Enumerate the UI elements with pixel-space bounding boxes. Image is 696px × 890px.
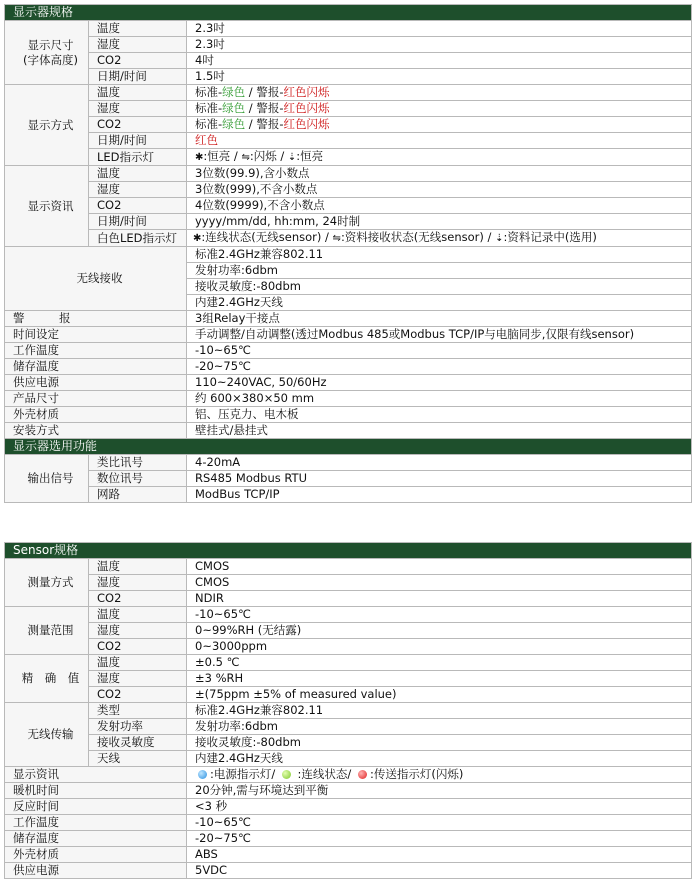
table-row: 无线传输 类型 标准2.4GHz兼容802.11 [5,703,692,719]
display-options-title: 显示器选用功能 [5,439,692,455]
table-row: 储存温度 -20~75℃ [5,359,692,375]
sensor-spec-table [4,542,692,879]
table-row: 日期/时间 yyyy/mm/dd, hh:mm, 24时制 [5,214,692,230]
table-row: 显示资讯 :电源指示灯/ :连线状态/ :传送指示灯(闪烁) [5,767,692,783]
table-row: 日期/时间 红色 [5,133,692,149]
table-row: CO2 4位数(9999),不含小数点 [5,198,692,214]
table-row: 显示尺寸 (字体高度) 温度 2.3吋 [5,21,692,37]
bluetooth-icon: ✱ [195,152,204,163]
table-row: 显示方式 温度 标准-绿色 / 警报-红色闪烁 [5,85,692,101]
blue-led-icon [198,770,207,779]
table-row: 接收灵敏度:-80dbm [5,279,692,295]
table-row: 暖机时间 20分钟,需与环境达到平衡 [5,783,692,799]
display-info-label: 显示资讯 [5,166,89,247]
sensor-spec-title: Sensor规格 [5,543,692,559]
wireless-receive-label: 无线接收 [5,247,187,311]
table-row: 数位讯号 RS485 Modbus RTU [5,471,692,487]
table-row: 湿度 标准-绿色 / 警报-红色闪烁 [5,101,692,117]
table-row: 工作温度 -10~65℃ [5,815,692,831]
table-row: 湿度 ±3 %RH [5,671,692,687]
display-spec-table [4,4,692,503]
table-row: 供应电源 110~240VAC, 50/60Hz [5,375,692,391]
table-row: 天线 内建2.4GHz天线 [5,751,692,767]
wireless-transmit-label: 无线传输 [5,703,89,767]
table-row: 发射功率:6dbm [5,263,692,279]
table-row: 白色LED指示灯 ✱:连线状态(无线sensor) / ⇋:资料接收状态(无线sensor) / ⇣:资料记录中(选用) [5,230,692,247]
display-size-label: 显示尺寸 (字体高度) [5,21,89,85]
download-icon: ⇣ [287,152,297,163]
table-row: 测量方式 温度 CMOS [5,559,692,575]
table-row: 测量范围 温度 -10~65℃ [5,607,692,623]
table-row: 工作温度 -10~65℃ [5,343,692,359]
table-row: CO2 4吋 [5,53,692,69]
output-signal-label: 输出信号 [5,455,89,503]
table-row: 安装方式 壁挂式/悬挂式 [5,423,692,439]
red-led-icon [358,770,367,779]
table-row: 供应电源 5VDC [5,863,692,879]
table-row: 输出信号 类比讯号 4-20mA [5,455,692,471]
table-row: 精 确 值 温度 ±0.5 ℃ [5,655,692,671]
table-row: 反应时间 <3 秒 [5,799,692,815]
measure-range-label: 测量范围 [5,607,89,655]
table-row: 无线接收 标准2.4GHz兼容802.11 [5,247,692,263]
table-row: 显示资讯 温度 3位数(99.9),含小数点 [5,166,692,182]
accuracy-label: 精 确 值 [5,655,89,703]
download-icon: ⇣ [495,233,504,244]
display-mode-label: 显示方式 [5,85,89,166]
table-row: 网路 ModBus TCP/IP [5,487,692,503]
table-row: CO2 ±(75ppm ±5% of measured value) [5,687,692,703]
display-spec-title: 显示器规格 [5,5,692,21]
table-row: 产品尺寸 约 600×380×50 mm [5,391,692,407]
exchange-icon: ⇋ [332,233,341,244]
table-row: 日期/时间 1.5吋 [5,69,692,85]
table-row: CO2 0~3000ppm [5,639,692,655]
table-row: 警 报 3组Relay干接点 [5,311,692,327]
table-row: CO2 NDIR [5,591,692,607]
green-led-icon [282,770,291,779]
table-row: 外壳材质 铝、压克力、电木板 [5,407,692,423]
table-row: LED指示灯 ✱:恒亮 / ⇋:闪烁 / ⇣:恒亮 [5,149,692,166]
table-row: 内建2.4GHz天线 [5,295,692,311]
table-row: 储存温度 -20~75℃ [5,831,692,847]
table-row: 接收灵敏度 接收灵敏度:-80dbm [5,735,692,751]
table-row: 发射功率 发射功率:6dbm [5,719,692,735]
table-row: 湿度 0~99%RH (无结露) [5,623,692,639]
table-row: CO2 标准-绿色 / 警报-红色闪烁 [5,117,692,133]
table-row: 时间设定 手动调整/自动调整(透过Modbus 485或Modbus TCP/IP与电脑同步,仅限有线sensor) [5,327,692,343]
table-row: 湿度 CMOS [5,575,692,591]
measure-method-label: 测量方式 [5,559,89,607]
exchange-icon: ⇋ [241,152,250,163]
table-row: 外壳材质 ABS [5,847,692,863]
bluetooth-icon: ✱ [193,233,202,244]
table-row: 湿度 3位数(999),不含小数点 [5,182,692,198]
table-row: 湿度 2.3吋 [5,37,692,53]
